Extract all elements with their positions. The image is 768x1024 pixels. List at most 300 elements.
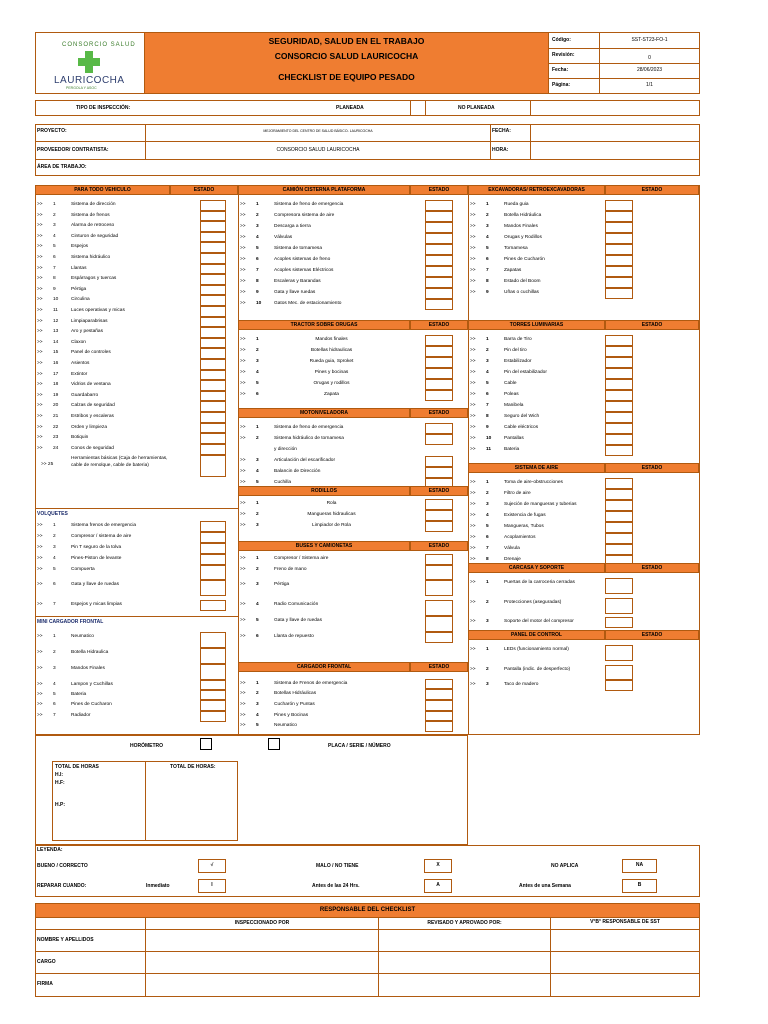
- list-item: >> 21 Estribos y escaleras: [37, 414, 114, 419]
- status-checkbox[interactable]: [605, 665, 633, 680]
- status-checkbox[interactable]: [605, 511, 633, 522]
- section-title-cisterna: CAMIÓN CISTERNA PLATAFORMA: [238, 185, 410, 195]
- status-checkbox[interactable]: [605, 434, 633, 445]
- legend-immediate: Inmediato: [146, 883, 170, 889]
- status-checkbox[interactable]: [200, 317, 226, 328]
- list-item: >> 1 LEDs (funcionamiento normal): [470, 647, 569, 652]
- list-item: >> 1 Barra de Tiro: [470, 337, 532, 342]
- section-title-volquetes: VOLQUETES: [37, 511, 68, 517]
- status-checkbox[interactable]: [425, 379, 453, 390]
- status-checkbox[interactable]: [200, 433, 226, 444]
- status-checkbox[interactable]: [605, 255, 633, 266]
- list-item: >> 8 Drenaje: [470, 557, 521, 562]
- list-item: >> 1 Rueda guia: [470, 202, 529, 207]
- status-checkbox[interactable]: [605, 617, 633, 628]
- list-item: >> 10 Gatos Mec. de estacionamiento: [240, 301, 342, 306]
- legend-before24-code: A: [436, 882, 440, 888]
- section-estado-cisterna: ESTADO: [410, 185, 468, 195]
- section-title-moto: MOTONIVELADORA: [238, 408, 410, 418]
- project-value: MEJORAMIENTO DEL CENTRO DE SALUD BÁSICO- LAURICOCHA: [263, 129, 373, 133]
- list-item: >> 3 Estabilizador: [470, 359, 532, 364]
- section-estado-excavadoras: ESTADO: [605, 185, 699, 195]
- list-item: >> 3 Pértiga: [240, 582, 290, 587]
- list-item: >> 3 Limpiador de Rola: [240, 523, 351, 528]
- list-item: >> 7 Espejos y micas limpias: [37, 602, 122, 607]
- list-item: >> 12 Limpiaparabrisas: [37, 318, 108, 324]
- status-checkbox[interactable]: [200, 285, 226, 296]
- status-checkbox[interactable]: [200, 253, 226, 264]
- logo: [36, 33, 144, 93]
- list-item: >> 2 Pin del tiro: [470, 348, 527, 353]
- status-checkbox[interactable]: [200, 327, 226, 338]
- section-title-excavadoras: EXCAVADORAS/ RETROEXCAVADORAS: [468, 185, 605, 195]
- list-item: y dirección: [274, 447, 297, 452]
- status-checkbox[interactable]: [425, 288, 453, 299]
- status-checkbox[interactable]: [425, 467, 453, 478]
- status-checkbox[interactable]: [605, 423, 633, 434]
- status-checkbox[interactable]: [200, 423, 226, 434]
- status-checkbox[interactable]: [425, 266, 453, 277]
- date-label: FECHA:: [492, 128, 511, 134]
- section-estado-moto: ESTADO: [410, 408, 468, 418]
- status-checkbox[interactable]: [425, 632, 453, 643]
- status-checkbox[interactable]: [200, 359, 226, 370]
- list-item: >> 3 Taco de madero: [470, 682, 539, 687]
- list-item: >> 24 Conos de seguridad: [37, 445, 114, 451]
- section-title-buses: BUSES Y CAMIONETAS: [238, 541, 410, 551]
- horometro-label: HORÓMETRO: [130, 743, 164, 749]
- list-item: >> 3 Pin T seguro de la tolva: [37, 545, 122, 550]
- list-item: >> 3 Descarga a tierra: [240, 224, 311, 229]
- legend-na: NO APLICA: [551, 863, 579, 869]
- list-item: >> 1 Rola: [240, 501, 337, 506]
- list-item: >> 5 Gata y llave de ruedas: [240, 618, 322, 623]
- list-item: >> 1 Mandos finales: [240, 337, 348, 342]
- list-item: >> 7 Acoples sistemas Eléctricos: [240, 268, 334, 273]
- project-label: PROYECTO:: [37, 128, 67, 134]
- list-item: >> 6 Gata y llave de ruedas: [37, 582, 119, 587]
- status-checkbox[interactable]: [425, 554, 453, 565]
- list-item: >> 7 Zapatas: [470, 268, 522, 273]
- header-title-3: CHECKLIST DE EQUIPO PESADO: [278, 72, 415, 82]
- unplanned-label: NO PLANEADA: [458, 105, 495, 111]
- list-item: >> 8 Espárragos y tuercas: [37, 276, 117, 282]
- horometro-checkbox[interactable]: [200, 738, 212, 750]
- list-item: >> 2 Botella Hidraulica: [37, 650, 109, 655]
- supplier-label: PROVEEDOR/ CONTRATISTA:: [37, 147, 109, 153]
- list-item: >> 4 Pin del estabilizador: [470, 370, 547, 375]
- list-item: >> 2 Botella Hidráulica: [470, 213, 542, 218]
- status-checkbox[interactable]: [605, 645, 633, 661]
- section-estado-aire: ESTADO: [605, 463, 699, 473]
- status-checkbox[interactable]: [605, 368, 633, 379]
- status-checkbox[interactable]: [425, 521, 453, 532]
- legend-repair: REPARAR CUANDO:: [37, 883, 87, 889]
- responsible-row-position: CARGO: [37, 959, 56, 965]
- legend-beforeweek: Antes de una Semana: [519, 883, 571, 889]
- list-item: >> 11 Bateria: [470, 447, 520, 452]
- list-item: >> 2 Compresora sistema de aire: [240, 213, 335, 218]
- status-checkbox[interactable]: [200, 521, 226, 532]
- list-item: >> 6 Pines de Cucharon: [37, 702, 112, 707]
- status-checkbox[interactable]: [200, 532, 226, 543]
- section-estado-tractor: ESTADO: [410, 320, 468, 330]
- list-item: >> 4 Radio Comunicación: [240, 602, 319, 607]
- section-title-panel: PANEL DE CONTROL: [468, 630, 605, 640]
- status-checkbox[interactable]: [200, 232, 226, 243]
- list-item: >> 9 Uñas o cuchillas: [470, 290, 539, 295]
- supplier-value: CONSORCIO SALUD LAURICOCHA: [276, 147, 360, 153]
- status-checkbox[interactable]: [200, 648, 226, 664]
- list-item: >> 7 Radiador: [37, 713, 91, 718]
- status-checkbox[interactable]: [200, 306, 226, 317]
- status-checkbox[interactable]: [605, 390, 633, 401]
- list-item: >> 8 Escaleras y Barandas: [240, 279, 321, 284]
- list-item: >> 9 Pértiga: [37, 286, 87, 292]
- status-checkbox[interactable]: [425, 200, 453, 211]
- status-checkbox[interactable]: [200, 211, 226, 222]
- list-item: >> 1 Sistema de dirección: [37, 202, 116, 207]
- section-title-todo: PARA TODO VEHICULO: [35, 185, 170, 195]
- status-checkbox[interactable]: [200, 274, 226, 285]
- status-checkbox[interactable]: [425, 423, 453, 434]
- hf-label: H.F:: [55, 780, 65, 786]
- list-item: >> 25 Herramientas básicas (Caja de herramientas, cable de remolque, cable de bateria): [41, 456, 168, 468]
- status-checkbox[interactable]: [425, 277, 453, 288]
- status-checkbox[interactable]: [605, 357, 633, 368]
- status-checkbox[interactable]: [425, 233, 453, 244]
- list-item: >> 4 Pines y bocinas: [240, 370, 349, 375]
- list-item: >> 1 Sistema frenos de emergencia: [37, 523, 137, 528]
- status-checkbox[interactable]: [425, 390, 453, 401]
- status-checkbox[interactable]: [605, 401, 633, 412]
- total-hours-label-2: TOTAL DE HORAS:: [170, 764, 216, 770]
- list-item: >> 7 Válvula: [470, 546, 520, 551]
- responsible-title: RESPONSABLE DEL CHECKLIST: [319, 907, 416, 913]
- status-checkbox[interactable]: [200, 401, 226, 412]
- section-estado-torres: ESTADO: [605, 320, 699, 330]
- list-item: >> 5 Cuchilla: [240, 480, 292, 485]
- responsible-row-signature: FIRMA: [37, 981, 53, 987]
- section-estado-buses: ESTADO: [410, 541, 468, 551]
- status-checkbox[interactable]: [605, 277, 633, 288]
- list-item: >> 15 Panel de controles: [37, 350, 111, 356]
- list-item: >> 18 Vidrios de ventana: [37, 382, 111, 388]
- status-checkbox[interactable]: [200, 600, 226, 611]
- status-checkbox[interactable]: [200, 264, 226, 275]
- status-checkbox[interactable]: [605, 412, 633, 423]
- list-item: >> 2 Compresor / sistema de aire: [37, 534, 132, 539]
- section-estado-carcasa: ESTADO: [605, 563, 699, 573]
- status-checkbox[interactable]: [200, 412, 226, 423]
- list-item: >> 1 Toma de aire-obstrucciones: [470, 480, 563, 485]
- status-checkbox[interactable]: [605, 335, 633, 346]
- meta-code-value: SST-ST23-FO-1: [631, 37, 668, 43]
- logo-tagline: PERGOLA Y ASOC: [66, 86, 97, 90]
- list-item: >> 8 Seguro del Wich: [470, 414, 540, 419]
- list-item: >> 9 Cable eléctricos: [470, 425, 539, 430]
- list-item: >> 4 Existencia de fugas: [470, 513, 546, 518]
- status-checkbox[interactable]: [425, 510, 453, 521]
- list-item: >> 14 Claxon: [37, 339, 86, 345]
- status-checkbox[interactable]: [605, 222, 633, 233]
- status-checkbox[interactable]: [425, 211, 453, 222]
- status-checkbox[interactable]: [605, 680, 633, 691]
- date-field[interactable]: [531, 125, 699, 140]
- status-checkbox[interactable]: [425, 222, 453, 233]
- status-checkbox[interactable]: [200, 444, 226, 455]
- meta-revision-value: 0: [648, 55, 651, 61]
- status-checkbox[interactable]: [605, 346, 633, 357]
- status-checkbox[interactable]: [425, 700, 453, 711]
- status-checkbox[interactable]: [200, 391, 226, 402]
- list-item: >> 4 Válvulas: [240, 235, 293, 240]
- header-title-2: CONSORCIO SALUD LAURICOCHA: [274, 51, 419, 61]
- status-checkbox[interactable]: [605, 445, 633, 456]
- status-checkbox[interactable]: [200, 690, 226, 700]
- list-item: >> 3 Alarma de retroceso: [37, 223, 115, 229]
- legend-bad: MALO / NO TIENE: [316, 863, 359, 869]
- list-item: >> 4 Orugas y Rodillos: [470, 235, 542, 240]
- legend-title: LEYENDA:: [37, 847, 63, 853]
- list-item: >> 6 Acoples sistemas de freno: [240, 257, 331, 262]
- status-checkbox[interactable]: [200, 242, 226, 253]
- list-item: >> 2 Sistema hidráulico de tornamesa: [240, 436, 344, 441]
- list-item: >> 6 Pines de Cucharón: [470, 257, 545, 262]
- status-checkbox[interactable]: [605, 200, 633, 211]
- list-item: >> 5 Espejos: [37, 244, 89, 250]
- header-meta: [549, 33, 699, 93]
- status-checkbox[interactable]: [425, 721, 453, 732]
- meta-revision-label: Revisión:: [552, 52, 575, 58]
- list-item: >> 5 Bateria: [37, 692, 87, 697]
- list-item: >> 5 Orugas y rodillos: [240, 381, 350, 386]
- list-item: >> 3 Mandos Finales: [37, 666, 105, 671]
- list-item: >> 10 Circulina: [37, 297, 90, 303]
- status-checkbox[interactable]: [425, 299, 453, 310]
- section-title-tractor: TRACTOR SOBRE ORUGAS: [238, 320, 410, 330]
- list-item: >> 3 Articulación del escarificador: [240, 458, 336, 463]
- list-item: >> 3 Rueda guia, Sproket: [240, 359, 354, 364]
- list-item: >> 6 Sistema hidráulico: [37, 255, 111, 260]
- section-title-aire: SISTEMA DE AIRE: [468, 463, 605, 473]
- legend-na-code: NA: [635, 862, 644, 868]
- section-estado-cargador: ESTADO: [410, 662, 468, 672]
- status-checkbox[interactable]: [605, 233, 633, 244]
- status-checkbox[interactable]: [605, 544, 633, 555]
- list-item: >> 2 Botellas hidraulicas: [240, 348, 353, 353]
- total-hours-label: TOTAL DE HORAS: [55, 764, 99, 770]
- status-checkbox[interactable]: [605, 533, 633, 544]
- list-item: >> 19 Guardabarro: [37, 392, 99, 398]
- list-item: >> 6 Acoplamientos: [470, 535, 536, 540]
- status-checkbox[interactable]: [200, 348, 226, 359]
- list-item: >> 4 Lampon y Cuchillas: [37, 682, 113, 687]
- list-item: >> 5 Tornamesa: [470, 246, 528, 251]
- list-item: >> 5 Cable: [470, 381, 517, 386]
- status-checkbox[interactable]: [425, 368, 453, 379]
- list-item: >> 23 Botiquin: [37, 435, 89, 441]
- list-item: >> 5 Neumatico: [240, 723, 297, 728]
- list-item: >> 13 Aro y pestañas: [37, 329, 103, 335]
- status-checkbox[interactable]: [425, 255, 453, 266]
- time-field[interactable]: [531, 142, 699, 158]
- responsible-col-inspected: INSPECCIONADO POR: [234, 920, 290, 926]
- list-item: >> 17 Extintor: [37, 371, 88, 377]
- status-checkbox[interactable]: [200, 711, 226, 722]
- status-checkbox[interactable]: [200, 664, 226, 680]
- legend-immediate-code: I: [211, 882, 213, 888]
- work-area-label: ÁREA DE TRABAJO:: [37, 164, 87, 170]
- list-item: >> 1 Neumatico: [37, 634, 94, 639]
- status-checkbox[interactable]: [200, 200, 226, 211]
- status-checkbox[interactable]: [605, 489, 633, 500]
- list-item: >> 2 Sistema de frenos: [37, 212, 110, 218]
- list-item: >> 2 Pantalla (indic. de desperfecto): [470, 667, 571, 672]
- list-item: >> 11 Luces operativas y micas: [37, 308, 125, 313]
- status-checkbox[interactable]: [425, 434, 453, 445]
- legend-block: [35, 845, 700, 897]
- section-title-torres: TORRES LUMINARIAS: [468, 320, 605, 330]
- section-estado-rodillos: ESTADO: [410, 486, 468, 496]
- list-item: >> 2 Mangueras hidraulicas: [240, 512, 356, 517]
- list-item: >> 10 Pantallas: [470, 436, 524, 441]
- list-item: >> 4 Pines y Bocinas: [240, 713, 309, 718]
- list-item: >> 3 Sujeción de mangueras y tuberias: [470, 502, 577, 507]
- list-item: >> 4 Cinturon de seguridad: [37, 233, 119, 239]
- list-item: >> 4 Pines-Piston de levante: [37, 556, 122, 561]
- status-checkbox[interactable]: [200, 370, 226, 381]
- status-checkbox[interactable]: [200, 632, 226, 648]
- list-item: >> 1 Sistema de Frenos de emergencia: [240, 681, 348, 686]
- inspection-type-row: [35, 100, 700, 116]
- status-checkbox[interactable]: [200, 221, 226, 232]
- section-estado-panel: ESTADO: [605, 630, 699, 640]
- list-item: >> 1 Compresor / Sistema aire: [240, 556, 329, 561]
- status-checkbox[interactable]: [200, 565, 226, 580]
- legend-before24: Antes de las 24 Hrs.: [312, 883, 360, 889]
- meta-page-label: Página:: [552, 82, 571, 88]
- list-item: >> 7 Llantas: [37, 265, 87, 271]
- status-checkbox[interactable]: [200, 580, 226, 596]
- meta-date-value: 28/06/2023: [636, 67, 663, 73]
- status-checkbox[interactable]: [605, 500, 633, 511]
- status-checkbox[interactable]: [425, 346, 453, 357]
- status-checkbox[interactable]: [425, 357, 453, 368]
- status-checkbox[interactable]: [200, 380, 226, 391]
- status-checkbox[interactable]: [605, 578, 633, 594]
- list-item: >> 5 Mangueras, Tubos: [470, 524, 544, 529]
- list-item: >> 8 Estado del Boom: [470, 279, 541, 284]
- status-checkbox[interactable]: [425, 711, 453, 721]
- list-item: >> 2 Protecciones (aseguradas): [470, 600, 562, 605]
- status-checkbox[interactable]: [425, 689, 453, 700]
- list-item: >> 1 Puertas de la carroceria cerradas: [470, 580, 575, 585]
- status-checkbox[interactable]: [425, 565, 453, 580]
- list-item: >> 2 Freno de mano: [240, 567, 307, 572]
- status-checkbox[interactable]: [425, 499, 453, 510]
- header-title-1: SEGURIDAD, SALUD EN EL TRABAJO: [268, 36, 425, 46]
- status-checkbox[interactable]: [425, 580, 453, 596]
- list-item: >> 9 Gata y llave ruedas: [240, 290, 316, 295]
- status-checkbox[interactable]: [605, 598, 633, 614]
- status-checkbox[interactable]: [605, 288, 633, 299]
- responsible-row-name: NOMBRE Y APELLIDOS: [37, 937, 94, 943]
- list-item: >> 3 Cucharón y Puntas: [240, 702, 315, 707]
- status-checkbox[interactable]: [605, 266, 633, 277]
- meta-page-value: 1/1: [646, 82, 653, 88]
- list-item: >> 22 Orden y limpieza: [37, 424, 107, 430]
- list-item: >> 20 Calzas de seguridad: [37, 403, 115, 409]
- list-item: >> 1 Sistema de freno de emergencia: [240, 425, 344, 430]
- status-checkbox[interactable]: [425, 456, 453, 467]
- list-item: >> 6 Llanta de repuesto: [240, 634, 314, 639]
- logo-arc-text: CONSORCIO SALUD: [62, 42, 136, 48]
- list-item: >> 4 Balancin de Dirección: [240, 469, 321, 474]
- status-checkbox[interactable]: [605, 211, 633, 222]
- list-item: >> 2 Botellas Hidráulicas: [240, 691, 317, 696]
- status-checkbox[interactable]: [200, 455, 226, 477]
- list-item: >> 3 Mandos Finales: [470, 224, 538, 229]
- section-estado-todo: ESTADO: [170, 185, 238, 195]
- meta-code-label: Código:: [552, 37, 571, 43]
- status-checkbox[interactable]: [425, 600, 453, 616]
- legend-beforeweek-code: B: [637, 882, 642, 888]
- status-checkbox[interactable]: [200, 543, 226, 554]
- time-label: HORA:: [492, 147, 509, 153]
- status-checkbox[interactable]: [200, 680, 226, 690]
- status-checkbox[interactable]: [425, 335, 453, 346]
- list-item: >> 5 Sistema de tornamesa: [240, 246, 322, 251]
- list-item: >> 2 Filtro de aire: [470, 491, 531, 496]
- list-item: >> 7 Manibela: [470, 403, 524, 408]
- section-title-carcasa: CARCASA Y SOPORTE: [468, 563, 605, 573]
- status-checkbox[interactable]: [200, 700, 226, 711]
- list-item: >> 6 Poleas: [470, 392, 519, 397]
- list-item: >> 5 Compuerta: [37, 567, 95, 572]
- logo-name: LAURICOCHA: [54, 75, 125, 86]
- meta-date-label: Fecha:: [552, 67, 569, 73]
- status-checkbox[interactable]: [200, 338, 226, 349]
- status-checkbox[interactable]: [425, 616, 453, 632]
- placa-label: PLACA / SERIE / NÚMERO: [328, 743, 391, 749]
- section-title-cargador: CARGADOR FRONTAL: [238, 662, 410, 672]
- legend-good-code: √: [210, 862, 214, 868]
- status-checkbox[interactable]: [425, 679, 453, 689]
- status-checkbox[interactable]: [605, 244, 633, 255]
- section-title-rodillos: RODILLOS: [238, 486, 410, 496]
- status-checkbox[interactable]: [425, 244, 453, 255]
- list-item: >> 3 Soporte del motor del compresor: [470, 619, 574, 624]
- planned-label: PLANEADA: [336, 105, 364, 111]
- status-checkbox[interactable]: [605, 522, 633, 533]
- status-checkbox[interactable]: [200, 554, 226, 565]
- status-checkbox[interactable]: [200, 295, 226, 306]
- status-checkbox[interactable]: [605, 478, 633, 489]
- responsible-col-reviewed: REVISADO Y APROVADO POR:: [427, 920, 502, 926]
- legend-good: BUENO / CORRECTO: [37, 863, 88, 869]
- status-checkbox[interactable]: [605, 379, 633, 390]
- list-item: >> 16 Asientos: [37, 361, 90, 366]
- responsible-col-sst: V°B° RESPONSABLE DE SST: [590, 919, 660, 925]
- section-title-mini: MINI CARGADOR FRONTAL: [37, 619, 104, 625]
- hp-label: H.P:: [55, 802, 65, 808]
- legend-bad-code: X: [436, 862, 440, 868]
- inspection-type-label: TIPO DE INSPECCIÓN:: [76, 105, 131, 111]
- placa-checkbox[interactable]: [268, 738, 280, 750]
- hi-label: H.I:: [55, 772, 64, 778]
- list-item: >> 1 Sistema de freno de emergencia: [240, 202, 344, 207]
